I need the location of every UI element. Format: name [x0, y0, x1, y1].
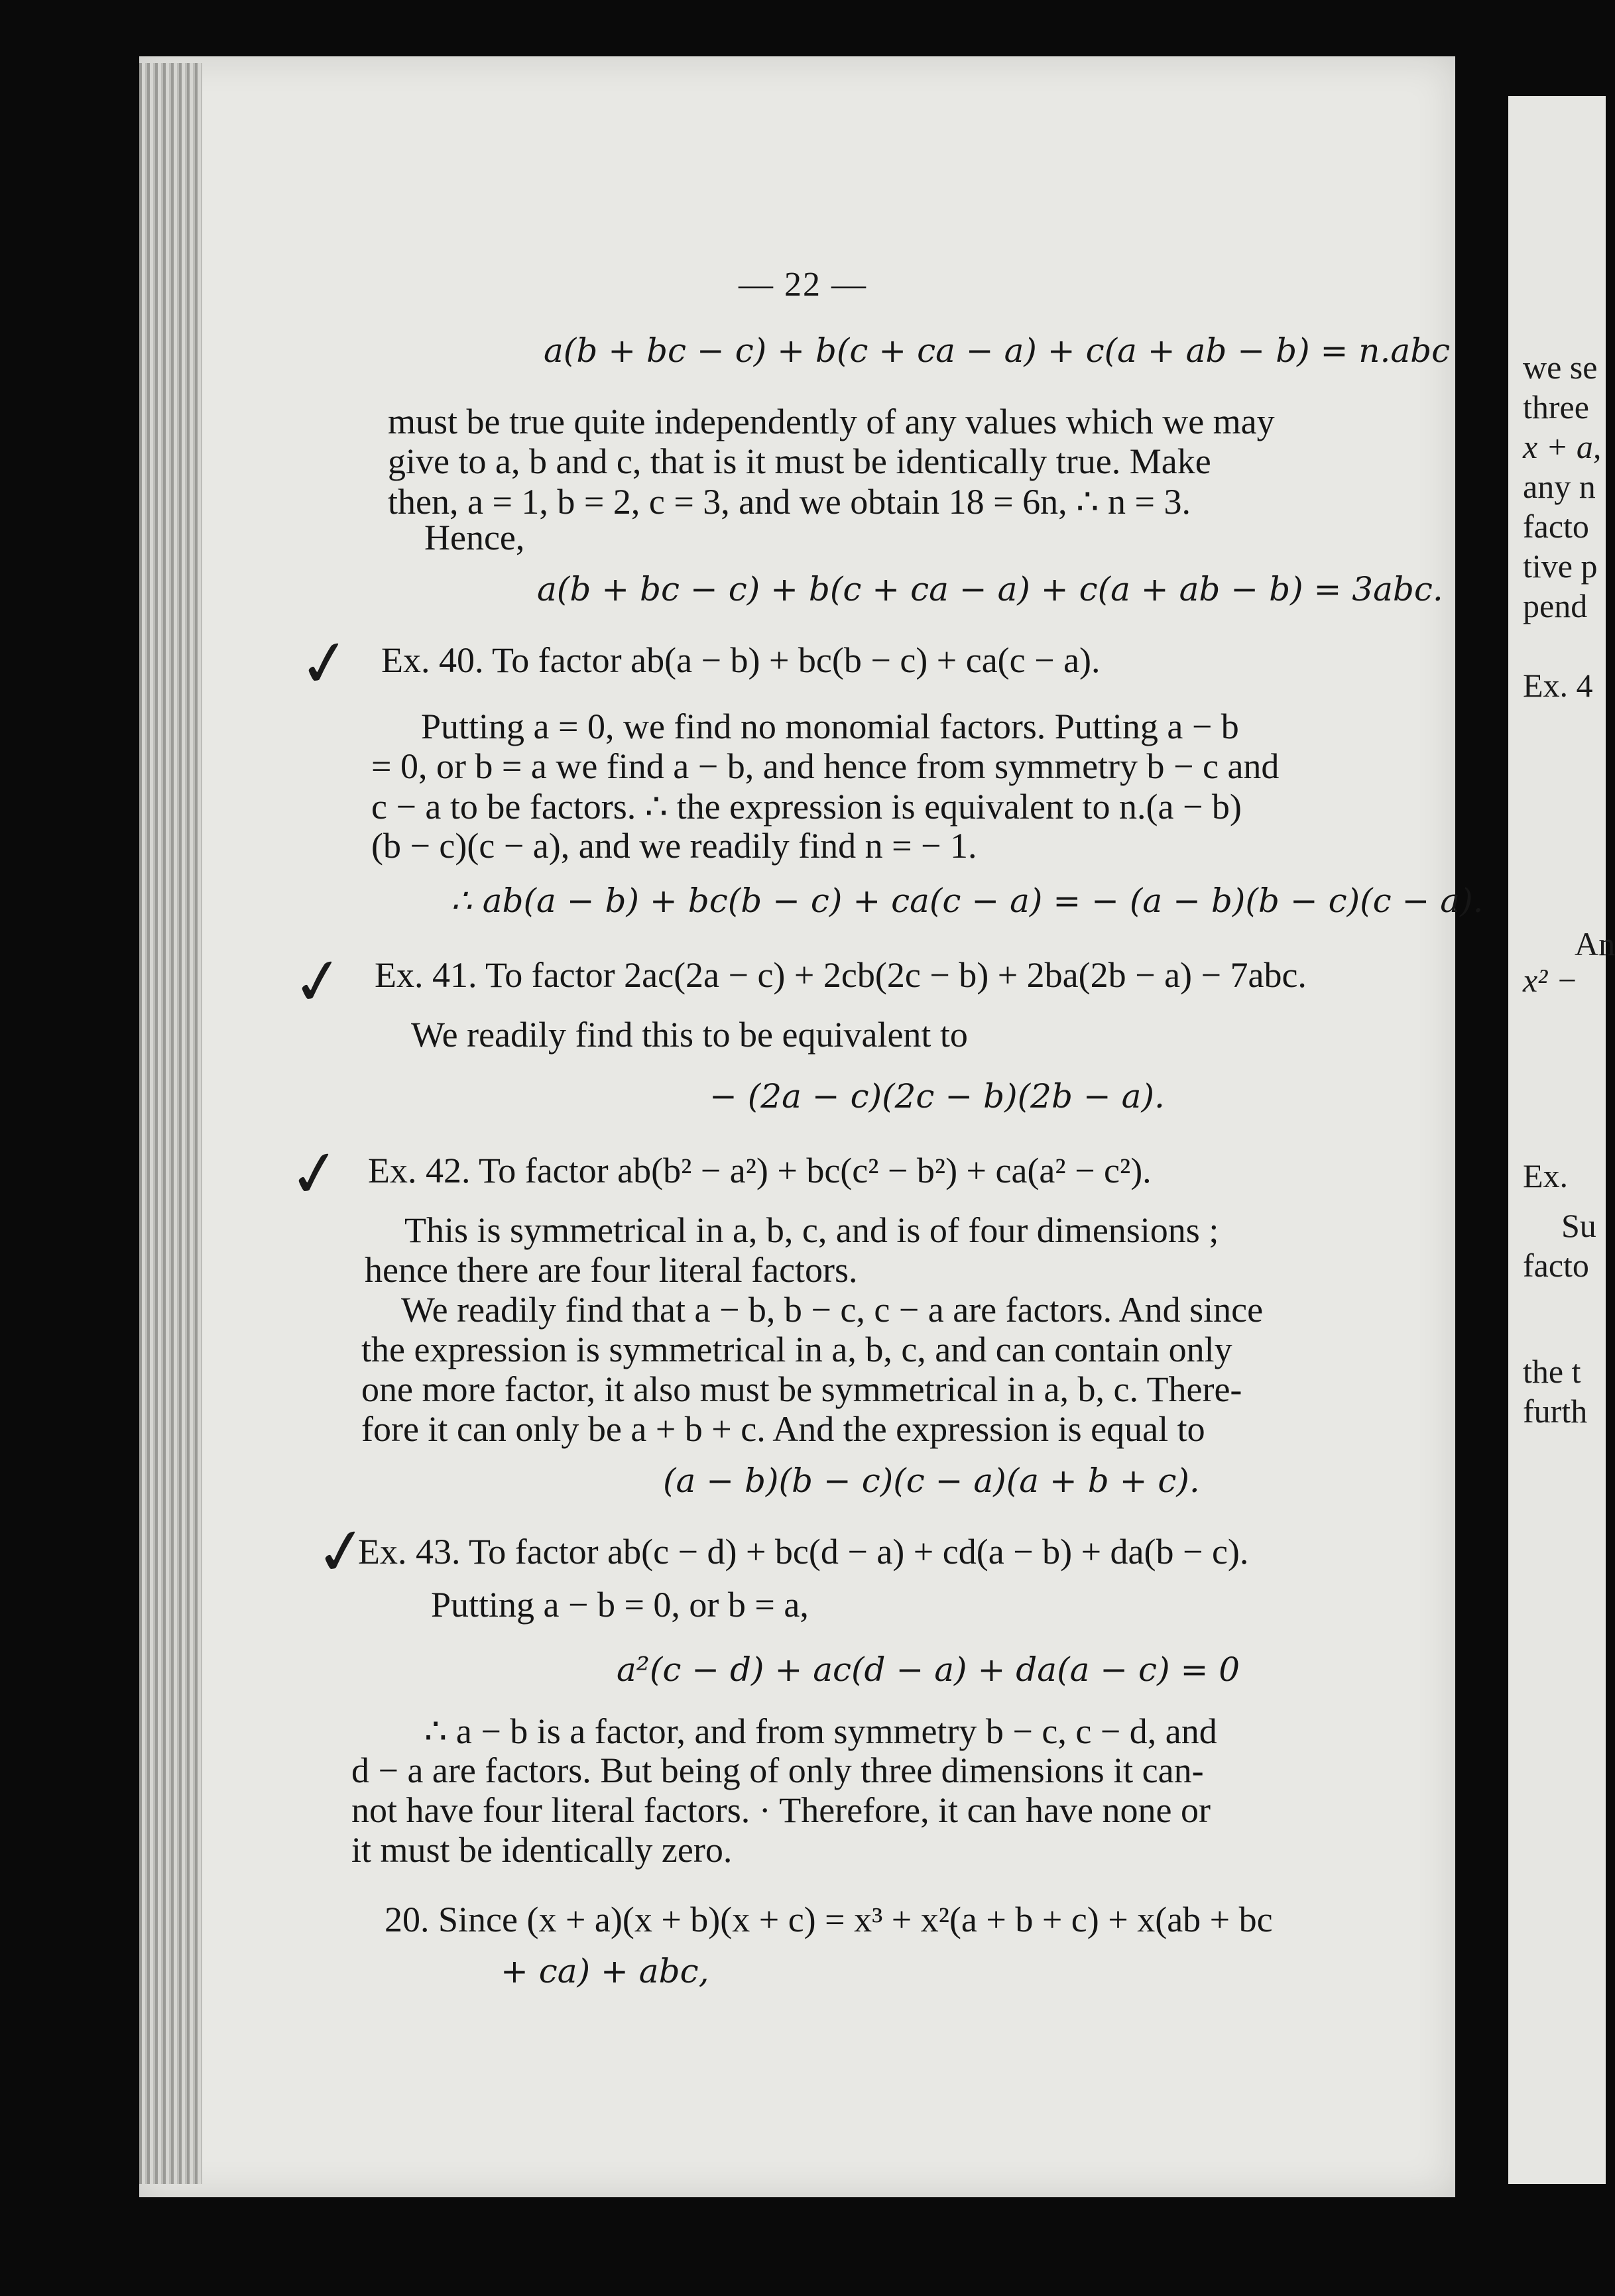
paragraph-line: must be true quite independently of any values which we may [388, 402, 1275, 441]
paragraph-line: c − a to be factors. ∴ the expression is equivalent to n.(a − b) [371, 787, 1242, 827]
paragraph-line: Putting a = 0, we find no monomial factors. Putting a − b [421, 707, 1239, 746]
example-heading: Ex. 40. To factor ab(a − b) + bc(b − c) + ca(c − a). [381, 640, 1101, 680]
equation: a(b + bc − c) + b(c + ca − a) + c(a + ab − b) = n.abc [544, 331, 1451, 370]
adjacent-page-fragment: the t [1523, 1353, 1581, 1390]
adjacent-page-fragment: furth [1523, 1393, 1588, 1430]
equation: + ca) + abc, [501, 1952, 709, 1990]
check-mark-icon: ✓ [283, 1133, 347, 1215]
adjacent-page-fragment: pend [1523, 587, 1588, 624]
equation: ∴ ab(a − b) + bc(b − c) + ca(c − a) = − (a − b)(b − c)(c − a). [451, 882, 1484, 920]
paragraph-line: fore it can only be a + b + c. And the expression is equal to [361, 1409, 1205, 1449]
paragraph-line: = 0, or b = a we find a − b, and hence from symmetry b − c and [371, 746, 1280, 786]
adjacent-page-fragment: we se [1523, 349, 1598, 386]
equation: − (2a − c)(2c − b)(2b − a). [709, 1077, 1165, 1116]
paragraph-line: Putting a − b = 0, or b = a, [431, 1585, 809, 1625]
paragraph-line: then, a = 1, b = 2, c = 3, and we obtain 18 = 6n, ∴ n = 3. [388, 482, 1191, 522]
adjacent-page-fragment: Ex. 4 [1523, 667, 1593, 704]
check-mark-icon: ✓ [310, 1511, 373, 1593]
adjacent-page-fragment: Ex. [1523, 1157, 1569, 1194]
paragraph-line: d − a are factors. But being of only three dimensions it can- [351, 1751, 1204, 1790]
adjacent-page-fragment: three [1523, 388, 1589, 426]
example-heading: Ex. 43. To factor ab(c − d) + bc(d − a) + cd(a − b) + da(b − c). [358, 1532, 1249, 1572]
page-stack-edge [139, 63, 202, 2184]
section-heading: 20. Since (x + a)(x + b)(x + c) = x³ + x²(a + b + c) + x(ab + bc [385, 1900, 1273, 1939]
adjacent-page [1508, 96, 1615, 2184]
paragraph-line: not have four literal factors. · Therefore, it can have none or [351, 1790, 1211, 1830]
page-number: — 22 — [739, 266, 867, 304]
adjacent-page-fragment: facto [1523, 508, 1589, 545]
adjacent-page-fragment: An [1575, 925, 1615, 962]
adjacent-page-fragment: x + a, [1523, 428, 1602, 465]
adjacent-page-fragment: Su [1561, 1207, 1596, 1244]
example-heading: Ex. 41. To factor 2ac(2a − c) + 2cb(2c − b) + 2ba(2b − a) − 7abc. [375, 955, 1307, 995]
example-heading: Ex. 42. To factor ab(b² − a²) + bc(c² − b²) + ca(a² − c²). [368, 1151, 1152, 1190]
paragraph-line: hence there are four literal factors. [365, 1250, 858, 1290]
adjacent-page-fragment: tive p [1523, 547, 1598, 585]
paragraph-line: This is symmetrical in a, b, c, and is of four dimensions ; [404, 1210, 1219, 1250]
adjacent-page-fragment: any n [1523, 468, 1596, 505]
paragraph-line: Hence, [424, 518, 525, 557]
paragraph-line: (b − c)(c − a), and we readily find n = − 1. [371, 826, 977, 866]
paragraph-line: ∴ a − b is a factor, and from symmetry b − c, c − d, and [424, 1711, 1217, 1751]
adjacent-page-fragment: x² − [1523, 962, 1579, 999]
check-mark-icon: ✓ [286, 941, 350, 1023]
equation: (a − b)(b − c)(c − a)(a + b + c). [663, 1462, 1200, 1500]
adjacent-page-fragment: facto [1523, 1247, 1589, 1284]
paragraph-line: one more factor, it also must be symmetrical in a, b, c. There- [361, 1369, 1242, 1409]
equation: a²(c − d) + ac(d − a) + da(a − c) = 0 [617, 1650, 1240, 1689]
check-mark-icon: ✓ [293, 622, 357, 705]
paragraph-line: give to a, b and c, that is it must be identically true. Make [388, 441, 1211, 481]
equation: a(b + bc − c) + b(c + ca − a) + c(a + ab − b) = 3abc. [537, 570, 1443, 608]
paragraph-line: We readily find this to be equivalent to [411, 1015, 968, 1055]
paragraph-line: the expression is symmetrical in a, b, c, and can contain only [361, 1330, 1232, 1369]
paragraph-line: We readily find that a − b, b − c, c − a are factors. And since [401, 1290, 1264, 1330]
paragraph-line: it must be identically zero. [351, 1830, 733, 1870]
book-page [139, 56, 1455, 2197]
